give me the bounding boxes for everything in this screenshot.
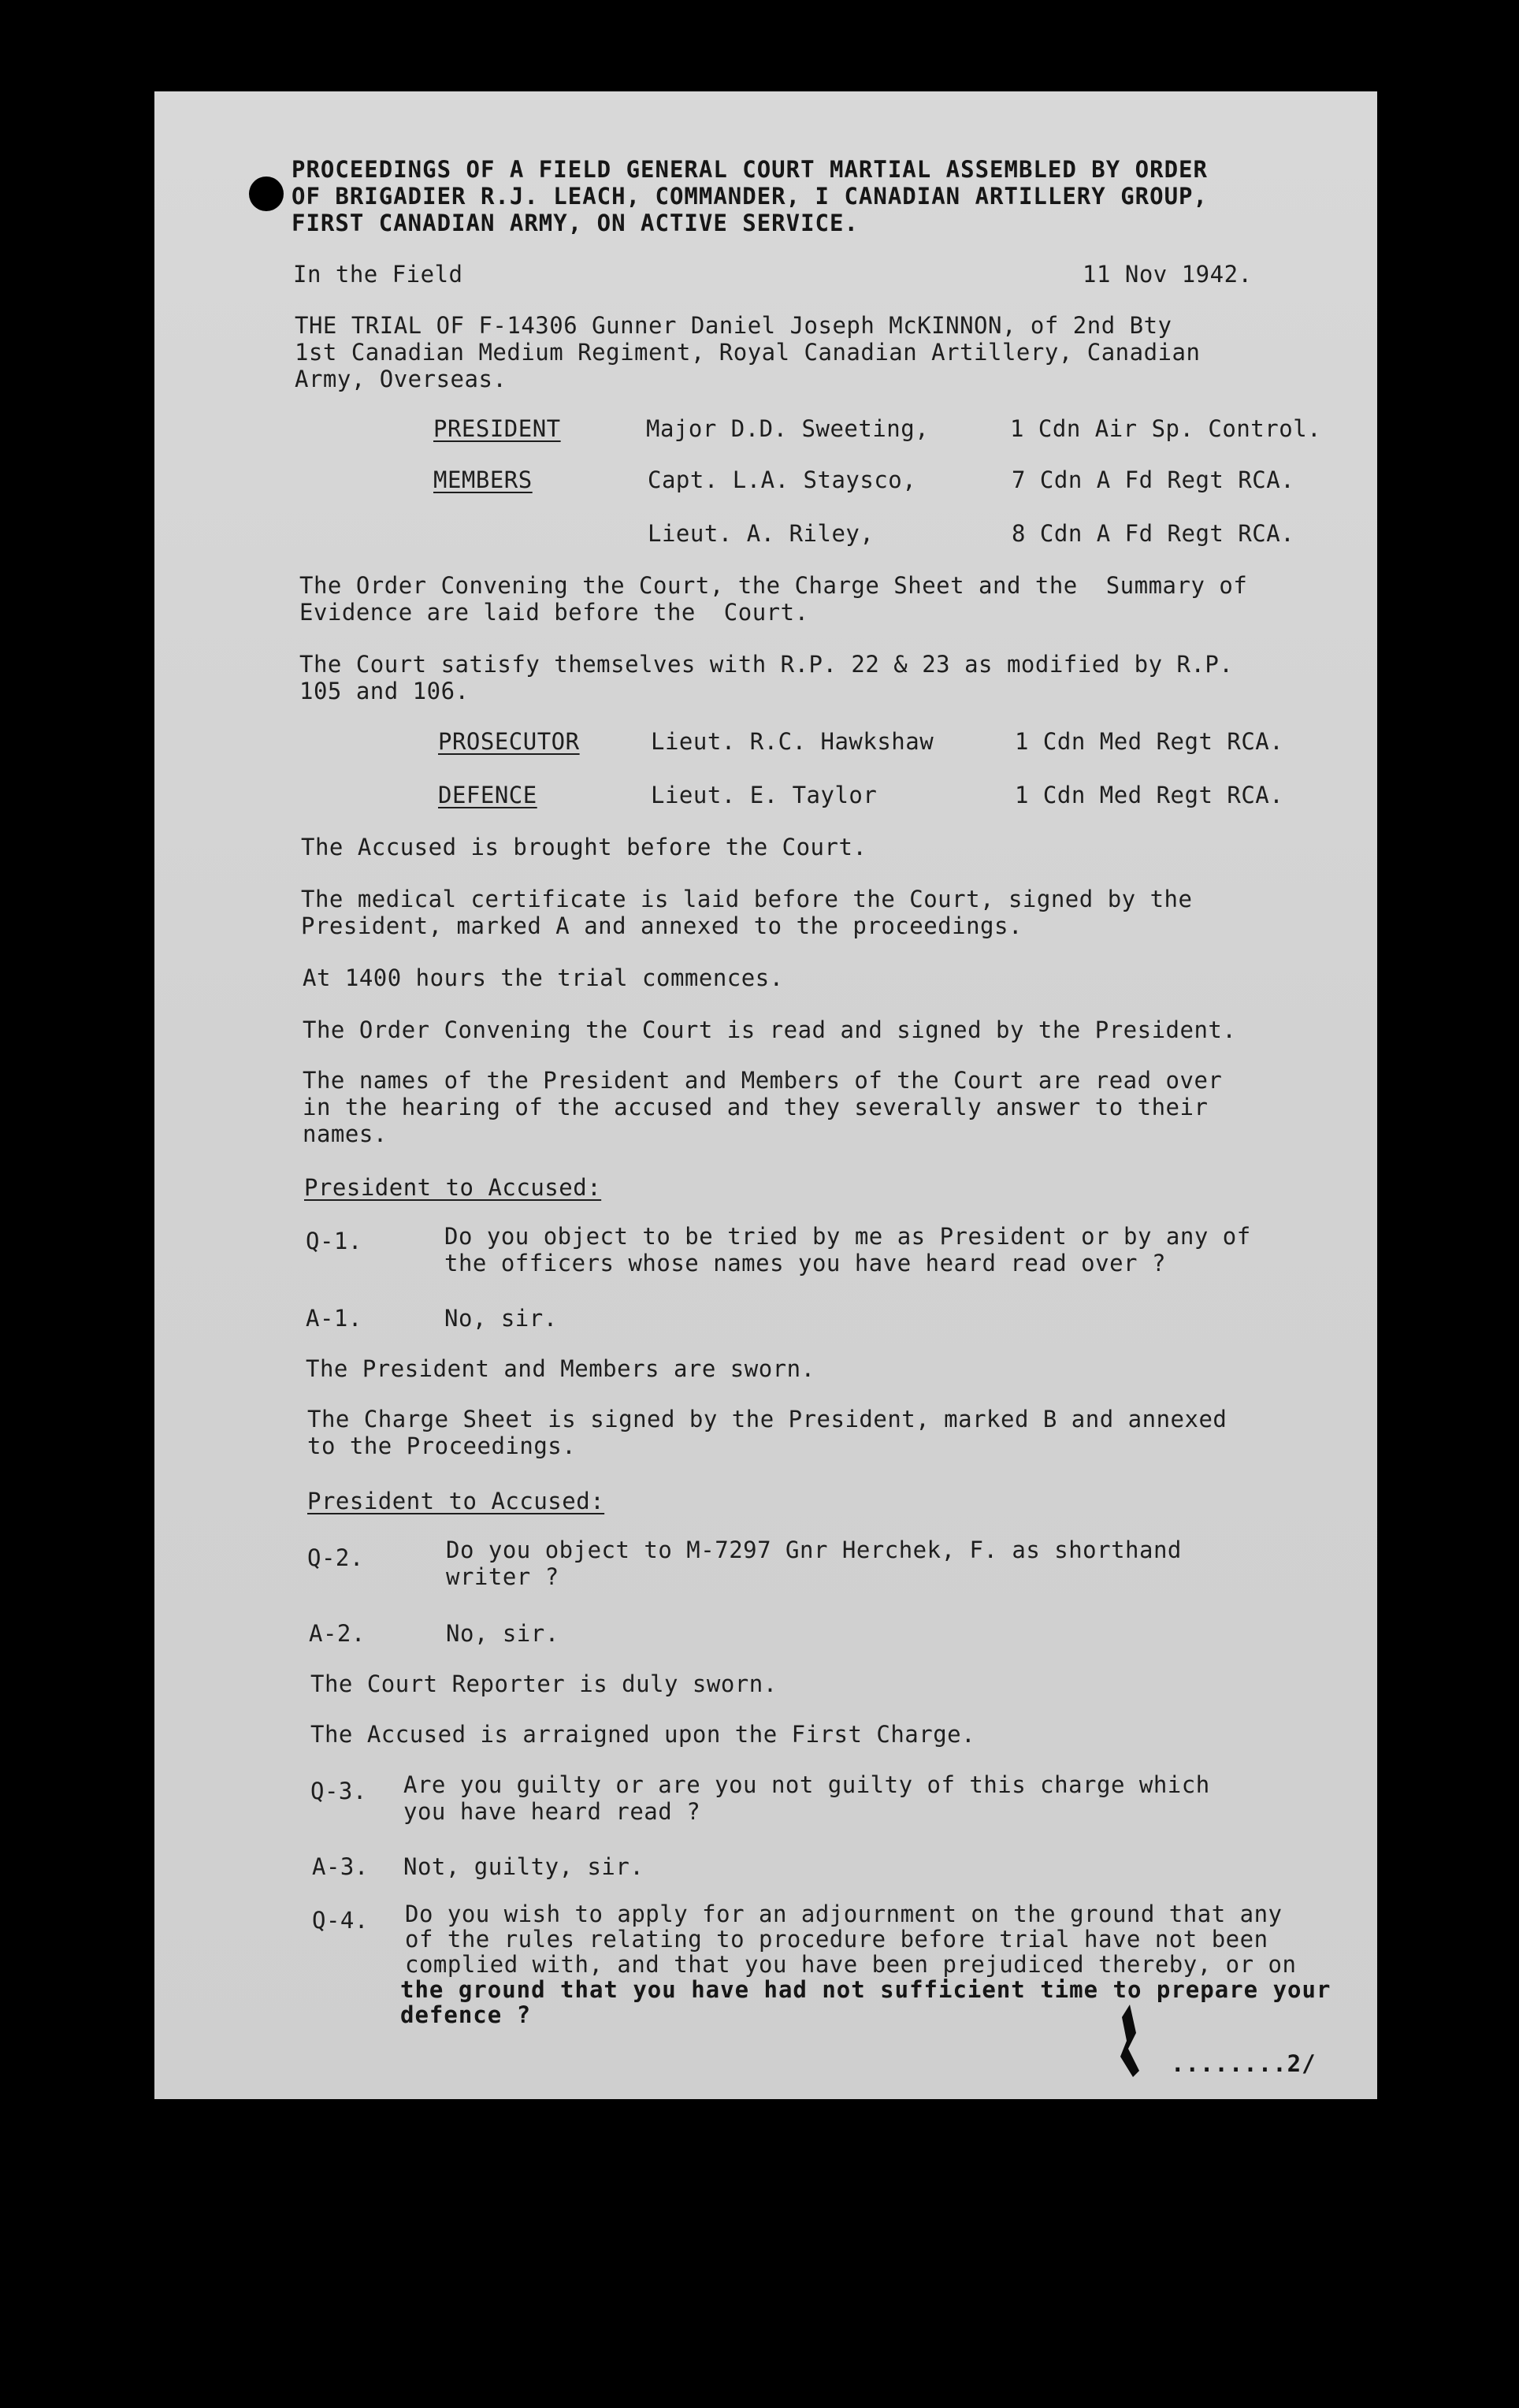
member-1-unit: 7 Cdn A Fd Regt RCA.	[1012, 466, 1295, 493]
names-read-line-2: in the hearing of the accused and they severally answer to their	[303, 1094, 1209, 1120]
charge-sheet-line-1: The Charge Sheet is signed by the President, marked B and annexed	[307, 1406, 1227, 1433]
members-label: MEMBERS	[433, 466, 533, 493]
place: In the Field	[293, 261, 463, 288]
q3-line-1: Are you guilty or are you not guilty of this charge which	[403, 1771, 1210, 1798]
q1-line-2: the officers whose names you have heard read over ?	[444, 1250, 1166, 1276]
q4-line-5: defence ?	[400, 2001, 532, 2028]
a2-text: No, sir.	[446, 1620, 559, 1647]
member-1-name: Capt. L.A. Staysco,	[648, 466, 917, 493]
trial-line-3: Army, Overseas.	[295, 366, 507, 392]
section-2-heading: President to Accused:	[307, 1488, 605, 1514]
punch-hole	[249, 177, 284, 211]
header-line-2: OF BRIGADIER R.J. LEACH, COMMANDER, I CANADIAN ARTILLERY GROUP,	[292, 183, 1208, 210]
member-2-unit: 8 Cdn A Fd Regt RCA.	[1012, 520, 1295, 547]
q4-line-2: of the rules relating to procedure before trial have not been	[405, 1926, 1268, 1953]
prosecutor-unit: 1 Cdn Med Regt RCA.	[1015, 728, 1284, 755]
trial-line-1: THE TRIAL OF F-14306 Gunner Daniel Joseph McKINNON, of 2nd Bty	[295, 312, 1172, 339]
q1-label: Q-1.	[306, 1228, 362, 1254]
medical-line-1: The medical certificate is laid before the Court, signed by the	[301, 886, 1193, 912]
order-line-1: The Order Convening the Court, the Charge Sheet and the Summary of	[299, 572, 1248, 599]
q2-label: Q-2.	[307, 1544, 364, 1571]
prosecutor-name: Lieut. R.C. Hawkshaw	[651, 728, 934, 755]
a1-text: No, sir.	[444, 1305, 558, 1332]
defence-unit: 1 Cdn Med Regt RCA.	[1015, 782, 1284, 808]
defence-label: DEFENCE	[438, 782, 537, 808]
defence-name: Lieut. E. Taylor	[651, 782, 878, 808]
a3-text: Not, guilty, sir.	[403, 1853, 644, 1880]
q3-label: Q-3.	[310, 1778, 367, 1804]
section-1-heading: President to Accused:	[304, 1174, 602, 1201]
a1-label: A-1.	[306, 1305, 362, 1332]
commences: At 1400 hours the trial commences.	[303, 964, 784, 991]
q2-line-1: Do you object to M-7297 Gnr Herchek, F. as shorthand	[446, 1537, 1182, 1563]
arraigned: The Accused is arraigned upon the First Charge.	[310, 1721, 976, 1748]
ink-mark	[1112, 2001, 1152, 2080]
convening-read: The Order Convening the Court is read and signed by the President.	[303, 1016, 1237, 1043]
q1-line-1: Do you object to be tried by me as President or by any of	[444, 1223, 1251, 1250]
names-read-line-3: names.	[303, 1120, 388, 1147]
q4-line-4: the ground that you have had not sufficient time to prepare your	[400, 1976, 1331, 2003]
rules-line-2: 105 and 106.	[299, 678, 470, 704]
q4-label: Q-4.	[312, 1907, 369, 1934]
medical-line-2: President, marked A and annexed to the proceedings.	[301, 912, 1023, 939]
q4-line-3: complied with, and that you have been prejudiced thereby, or on	[405, 1951, 1297, 1978]
date: 11 Nov 1942.	[1083, 261, 1253, 288]
president-unit: 1 Cdn Air Sp. Control.	[1010, 415, 1322, 442]
continuation-marker: ........2/	[1171, 2050, 1317, 2077]
rules-line-1: The Court satisfy themselves with R.P. 22 & 23 as modified by R.P.	[299, 651, 1234, 678]
president-name: Major D.D. Sweeting,	[646, 415, 930, 442]
charge-sheet-line-2: to the Proceedings.	[307, 1433, 577, 1459]
a3-label: A-3.	[312, 1853, 369, 1880]
a2-label: A-2.	[309, 1620, 366, 1647]
prosecutor-label: PROSECUTOR	[438, 728, 580, 755]
header-line-1: PROCEEDINGS OF A FIELD GENERAL COURT MARTIAL ASSEMBLED BY ORDER	[292, 156, 1208, 183]
q2-line-2: writer ?	[446, 1563, 559, 1590]
accused-brought: The Accused is brought before the Court.	[301, 834, 867, 860]
president-label: PRESIDENT	[433, 415, 561, 442]
sworn: The President and Members are sworn.	[306, 1355, 815, 1382]
member-2-name: Lieut. A. Riley,	[648, 520, 875, 547]
reporter: The Court Reporter is duly sworn.	[310, 1670, 778, 1697]
trial-line-2: 1st Canadian Medium Regiment, Royal Canadian Artillery, Canadian	[295, 339, 1201, 366]
names-read-line-1: The names of the President and Members of the Court are read over	[303, 1067, 1223, 1094]
q4-line-1: Do you wish to apply for an adjournment on the ground that any	[405, 1901, 1283, 1927]
header-line-3: FIRST CANADIAN ARMY, ON ACTIVE SERVICE.	[292, 210, 859, 236]
order-line-2: Evidence are laid before the Court.	[299, 599, 809, 626]
q3-line-2: you have heard read ?	[403, 1798, 701, 1825]
